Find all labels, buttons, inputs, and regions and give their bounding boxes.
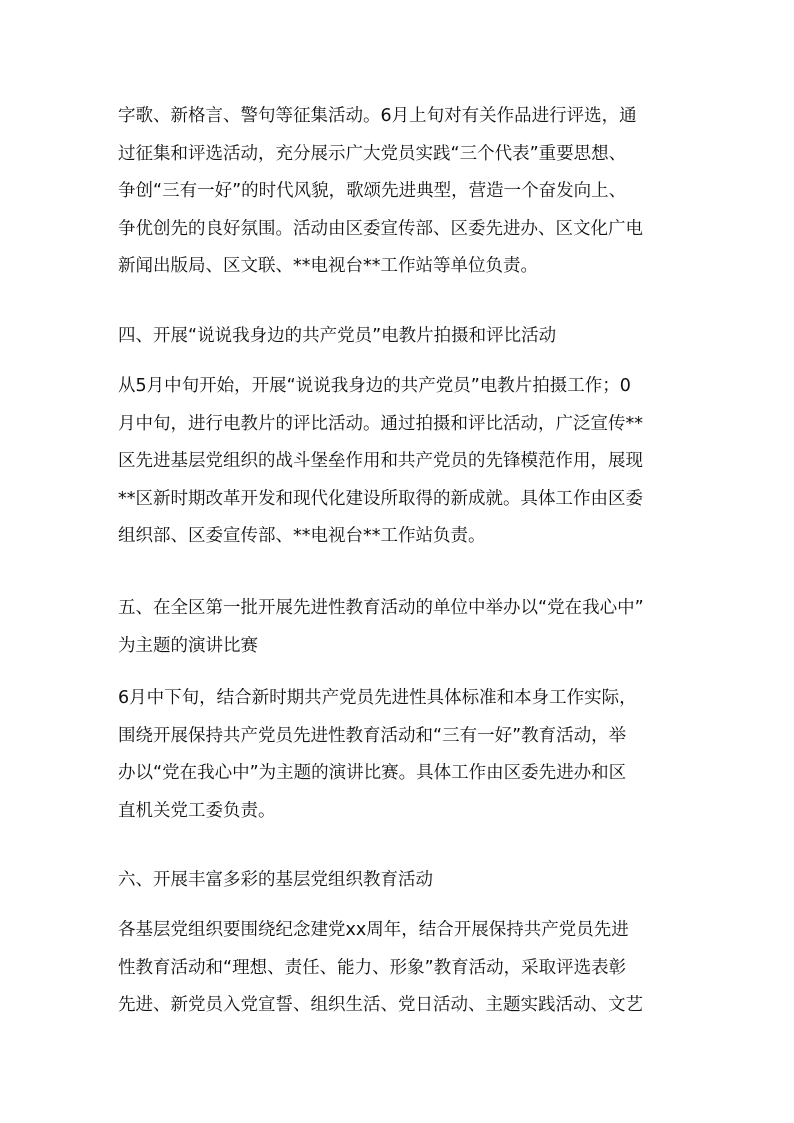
text-line: 性教育活动和“理想、责任、能力、形象”教育活动，采取评选表彰: [118, 957, 627, 978]
paragraph-6: [118, 912, 698, 1025]
heading-line: 五、在全区第一批开展先进性教育活动的单位中举办以“党在我心中”: [118, 598, 644, 618]
text-line: 直机关党工委负责。: [118, 800, 276, 821]
text-line: 新闻出版局、区文联、**电视台**工作站等单位负责。: [118, 256, 538, 276]
text-line: 争创“三有一好”的时代风貌，歌颂先进典型，营造一个奋发向上、: [118, 181, 627, 201]
paragraph-1: [118, 98, 698, 286]
text-line: 各基层党组织要围绕纪念建党xx周年，结合开展保持共产党员先进: [118, 920, 629, 940]
paragraph-4: [118, 368, 698, 556]
section-heading-5: [118, 590, 698, 665]
text-line: 从5月中旬开始，开展“说说我身边的共产党员”电教片拍摄工作；0: [118, 376, 631, 396]
text-line: 围绕开展保持共产党员先进性教育活动和“三有一好”教育活动，举: [118, 725, 627, 746]
heading-line: 四、开展“说说我身边的共产党员”电教片拍摄和评比活动: [118, 326, 557, 346]
paragraph-5: [118, 680, 698, 830]
text-line: 办以“党在我心中”为主题的演讲比赛。具体工作由区委先进办和区: [118, 763, 627, 783]
text-line: 区先进基层党组织的战斗堡垒作用和共产党员的先锋模范作用，展现: [118, 451, 643, 471]
text-line: **区新时期改革开发和现代化建设所取得的新成就。具体工作由区委: [118, 488, 643, 509]
heading-line: 六、开展丰富多彩的基层党组织教育活动: [118, 870, 433, 890]
text-line: 6月中下旬，结合新时期共产党员先进性具体标准和本身工作实际，: [118, 688, 637, 708]
text-line: 字歌、新格言、警句等征集活动。6月上旬对有关作品进行评选，通: [118, 106, 637, 126]
section-heading-6: [118, 862, 698, 900]
text-line: 过征集和评选活动，充分展示广大党员实践“三个代表”重要思想、: [118, 143, 627, 164]
heading-line: 为主题的演讲比赛: [118, 635, 258, 656]
text-line: 月中旬，进行电教片的评比活动。通过拍摄和评比活动，广泛宣传**: [118, 413, 643, 434]
text-line: 争优创先的良好氛围。活动由区委宣传部、区委先进办、区文化广电: [118, 218, 643, 239]
section-heading-4: [118, 318, 698, 356]
text-line: 组织部、区委宣传部、**电视台**工作站负责。: [118, 526, 486, 546]
text-line: 先进、新党员入党宣誓、组织生活、党日活动、主题实践活动、文艺: [118, 995, 643, 1015]
